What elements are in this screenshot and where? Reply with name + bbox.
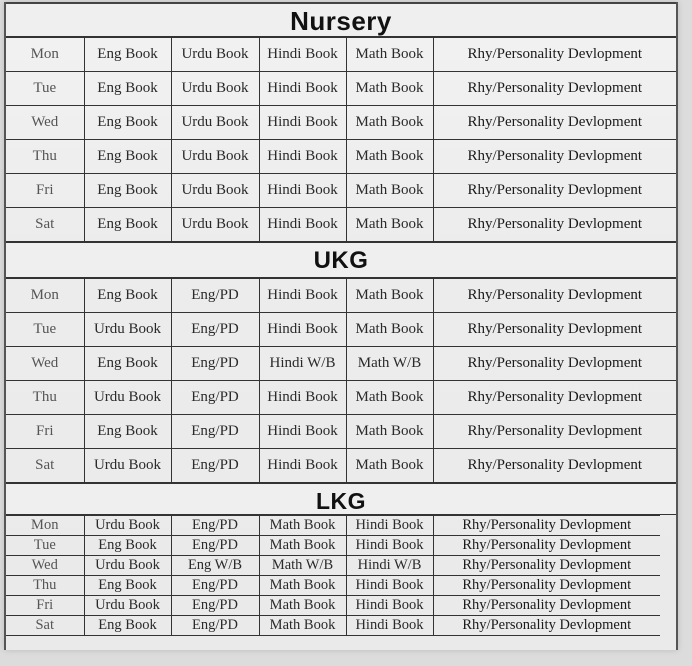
subject-cell: Hindi Book: [259, 140, 346, 174]
subject-cell: Urdu Book: [171, 106, 259, 140]
day-cell: Thu: [6, 576, 84, 596]
subject-cell: Math Book: [346, 449, 433, 483]
subject-cell: Hindi Book: [259, 38, 346, 72]
subject-cell: Urdu Book: [171, 38, 259, 72]
subject-cell: Hindi Book: [346, 576, 433, 596]
section-nursery: [6, 2, 676, 242]
table-row: [6, 381, 676, 415]
subject-cell: Rhy/Personality Devlopment: [433, 616, 660, 636]
nursery-table: [6, 37, 676, 242]
subject-cell: Eng Book: [84, 208, 171, 242]
subject-cell: Urdu Book: [171, 208, 259, 242]
table-row: [6, 596, 660, 616]
subject-cell: Rhy/Personality Devlopment: [433, 449, 676, 483]
day-cell: Sat: [6, 616, 84, 636]
subject-cell: Rhy/Personality Devlopment: [433, 415, 676, 449]
subject-cell: Rhy/Personality Devlopment: [433, 596, 660, 616]
section-title: LKG: [6, 483, 676, 515]
subject-cell: Eng/PD: [171, 576, 259, 596]
table-row: [6, 576, 660, 596]
table-row: [6, 38, 676, 72]
table-row: [6, 313, 676, 347]
day-cell: Wed: [6, 347, 84, 381]
subject-cell: Urdu Book: [171, 140, 259, 174]
subject-cell: Urdu Book: [84, 313, 171, 347]
subject-cell: Eng Book: [84, 415, 171, 449]
table-row: [6, 556, 660, 576]
subject-cell: Eng/PD: [171, 279, 259, 313]
subject-cell: Eng Book: [84, 72, 171, 106]
subject-cell: Rhy/Personality Devlopment: [433, 381, 676, 415]
subject-cell: Rhy/Personality Devlopment: [433, 106, 676, 140]
subject-cell: Hindi Book: [346, 536, 433, 556]
table-row: [6, 72, 676, 106]
subject-cell: Math Book: [346, 174, 433, 208]
subject-cell: Urdu Book: [84, 381, 171, 415]
subject-cell: Eng/PD: [171, 381, 259, 415]
subject-cell: Math Book: [259, 596, 346, 616]
day-cell: Wed: [6, 556, 84, 576]
subject-cell: Rhy/Personality Devlopment: [433, 536, 660, 556]
day-cell: Fri: [6, 415, 84, 449]
subject-cell: Rhy/Personality Devlopment: [433, 208, 676, 242]
section-title: UKG: [6, 242, 676, 278]
table-row: [6, 208, 676, 242]
day-cell: Thu: [6, 140, 84, 174]
table-row: [6, 106, 676, 140]
subject-cell: Math Book: [346, 415, 433, 449]
section-lkg: [6, 483, 676, 636]
subject-cell: Urdu Book: [84, 556, 171, 576]
subject-cell: Rhy/Personality Devlopment: [433, 140, 676, 174]
ukg-table: [6, 278, 676, 483]
subject-cell: Eng/PD: [171, 449, 259, 483]
table-row: [6, 140, 676, 174]
subject-cell: Hindi W/B: [259, 347, 346, 381]
subject-cell: Math Book: [259, 576, 346, 596]
subject-cell: Eng/PD: [171, 415, 259, 449]
table-row: [6, 516, 660, 536]
day-cell: Mon: [6, 279, 84, 313]
subject-cell: Hindi Book: [259, 72, 346, 106]
day-cell: Mon: [6, 38, 84, 72]
subject-cell: Eng Book: [84, 347, 171, 381]
subject-cell: Hindi Book: [259, 279, 346, 313]
subject-cell: Rhy/Personality Devlopment: [433, 174, 676, 208]
subject-cell: Hindi Book: [259, 174, 346, 208]
subject-cell: Rhy/Personality Devlopment: [433, 313, 676, 347]
day-cell: Mon: [6, 516, 84, 536]
day-cell: Sat: [6, 208, 84, 242]
section-title: Nursery: [6, 2, 676, 37]
subject-cell: Eng/PD: [171, 596, 259, 616]
subject-cell: Eng Book: [84, 38, 171, 72]
subject-cell: Urdu Book: [84, 596, 171, 616]
subject-cell: Eng/PD: [171, 347, 259, 381]
subject-cell: Math Book: [346, 38, 433, 72]
subject-cell: Eng W/B: [171, 556, 259, 576]
day-cell: Thu: [6, 381, 84, 415]
day-cell: Tue: [6, 72, 84, 106]
subject-cell: Math W/B: [346, 347, 433, 381]
subject-cell: Math Book: [346, 381, 433, 415]
subject-cell: Eng Book: [84, 576, 171, 596]
subject-cell: Math Book: [259, 516, 346, 536]
day-cell: Wed: [6, 106, 84, 140]
subject-cell: Eng Book: [84, 616, 171, 636]
day-cell: Fri: [6, 174, 84, 208]
subject-cell: Hindi Book: [346, 596, 433, 616]
subject-cell: Rhy/Personality Devlopment: [433, 279, 676, 313]
subject-cell: Rhy/Personality Devlopment: [433, 347, 676, 381]
subject-cell: Urdu Book: [84, 449, 171, 483]
day-cell: Tue: [6, 536, 84, 556]
subject-cell: Eng Book: [84, 536, 171, 556]
subject-cell: Eng Book: [84, 279, 171, 313]
subject-cell: Eng Book: [84, 140, 171, 174]
subject-cell: Hindi Book: [346, 616, 433, 636]
subject-cell: Hindi Book: [259, 449, 346, 483]
subject-cell: Rhy/Personality Devlopment: [433, 556, 660, 576]
subject-cell: Math Book: [346, 106, 433, 140]
subject-cell: Eng Book: [84, 174, 171, 208]
subject-cell: Rhy/Personality Devlopment: [433, 72, 676, 106]
subject-cell: Hindi W/B: [346, 556, 433, 576]
table-row: [6, 449, 676, 483]
table-row: [6, 347, 676, 381]
subject-cell: Eng/PD: [171, 536, 259, 556]
table-row: [6, 174, 676, 208]
table-row: [6, 415, 676, 449]
subject-cell: Rhy/Personality Devlopment: [433, 576, 660, 596]
timetable-sheet: [4, 2, 678, 650]
subject-cell: Math W/B: [259, 556, 346, 576]
day-cell: Tue: [6, 313, 84, 347]
subject-cell: Urdu Book: [84, 516, 171, 536]
subject-cell: Math Book: [259, 536, 346, 556]
lkg-table: [6, 515, 660, 636]
table-row: [6, 616, 660, 636]
table-row: [6, 279, 676, 313]
subject-cell: Math Book: [346, 140, 433, 174]
subject-cell: Hindi Book: [346, 516, 433, 536]
subject-cell: Math Book: [259, 616, 346, 636]
subject-cell: Hindi Book: [259, 208, 346, 242]
subject-cell: Hindi Book: [259, 381, 346, 415]
subject-cell: Math Book: [346, 208, 433, 242]
subject-cell: Math Book: [346, 72, 433, 106]
subject-cell: Hindi Book: [259, 415, 346, 449]
subject-cell: Math Book: [346, 313, 433, 347]
subject-cell: Rhy/Personality Devlopment: [433, 38, 676, 72]
subject-cell: Rhy/Personality Devlopment: [433, 516, 660, 536]
table-row: [6, 536, 660, 556]
section-ukg: [6, 242, 676, 483]
day-cell: Sat: [6, 449, 84, 483]
subject-cell: Urdu Book: [171, 174, 259, 208]
subject-cell: Math Book: [346, 279, 433, 313]
subject-cell: Hindi Book: [259, 313, 346, 347]
subject-cell: Urdu Book: [171, 72, 259, 106]
subject-cell: Eng/PD: [171, 313, 259, 347]
subject-cell: Eng/PD: [171, 516, 259, 536]
subject-cell: Hindi Book: [259, 106, 346, 140]
subject-cell: Eng/PD: [171, 616, 259, 636]
subject-cell: Eng Book: [84, 106, 171, 140]
day-cell: Fri: [6, 596, 84, 616]
